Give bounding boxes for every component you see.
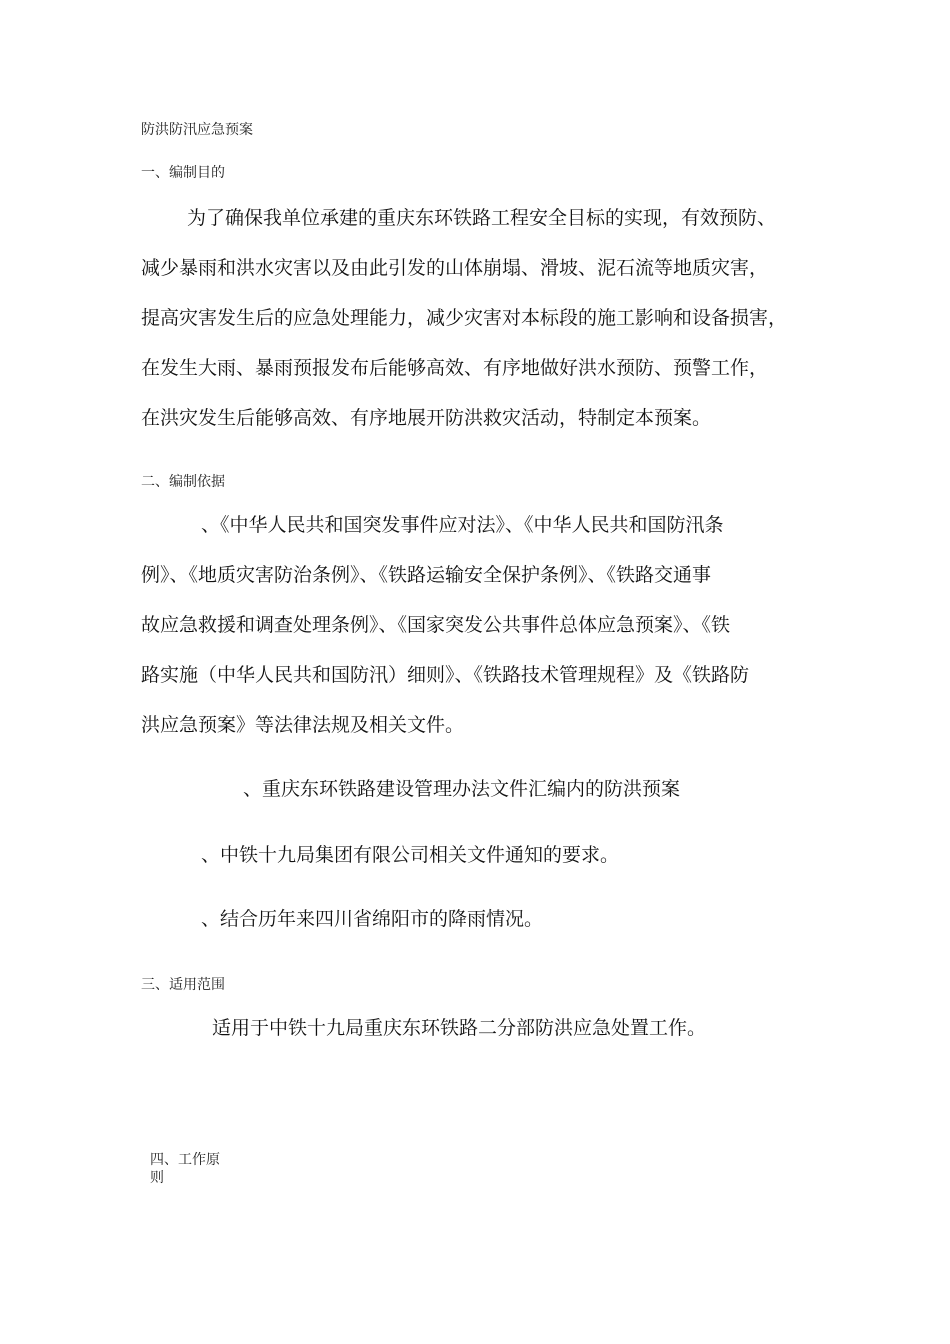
section-2-line: 洪应急预案》等法律法规及相关文件。 bbox=[141, 714, 465, 736]
section-2-line: 、《中华人民共和国突发事件应对法》、《中华人民共和国防汛条 bbox=[201, 514, 724, 536]
section-4-heading-line2: 则 bbox=[150, 1170, 164, 1186]
section-2-paragraph bbox=[141, 500, 749, 750]
section-2-line: 例》、《地质灾害防治条例》、《铁路运输安全保护条例》、《铁路交通事 bbox=[141, 564, 712, 586]
section-1-line: 提高灾害发生后的应急处理能力，减少灾害对本标段的施工影响和设备损害， bbox=[141, 307, 788, 329]
section-2-heading: 二、编制依据 bbox=[141, 474, 225, 490]
section-1-line: 在发生大雨、暴雨预报发布后能够高效、有序地做好洪水预防、预警工作， bbox=[141, 357, 769, 379]
section-3-text: 适用于中铁十九局重庆东环铁路二分部防洪应急处置工作。 bbox=[212, 1017, 707, 1039]
section-1-paragraph bbox=[141, 193, 787, 443]
section-3-heading: 三、适用范围 bbox=[141, 977, 225, 993]
section-1-line: 减少暴雨和洪水灾害以及由此引发的山体崩塌、滑坡、泥石流等地质灾害， bbox=[141, 257, 769, 279]
section-2-item-4: 、结合历年来四川省绵阳市的降雨情况。 bbox=[201, 908, 544, 930]
section-1-heading: 一、编制目的 bbox=[141, 165, 225, 181]
section-1-line: 在洪灾发生后能够高效、有序地展开防洪救灾活动，特制定本预案。 bbox=[141, 407, 712, 429]
document-title: 防洪防汛应急预案 bbox=[141, 122, 253, 138]
section-2-item-2: 、重庆东环铁路建设管理办法文件汇编内的防洪预案 bbox=[243, 778, 681, 800]
section-2-line: 故应急救援和调查处理条例》、《国家突发公共事件总体应急预案》、《铁 bbox=[141, 614, 731, 636]
section-1-line: 为了确保我单位承建的重庆东环铁路工程安全目标的实现，有效预防、 bbox=[187, 207, 777, 229]
section-2-item-3: 、中铁十九局集团有限公司相关文件通知的要求。 bbox=[201, 844, 620, 866]
section-2-line: 路实施（中华人民共和国防汛）细则》、《铁路技术管理规程》及《铁路防 bbox=[141, 664, 750, 686]
section-4-heading-line1: 四、工作原 bbox=[150, 1152, 220, 1168]
